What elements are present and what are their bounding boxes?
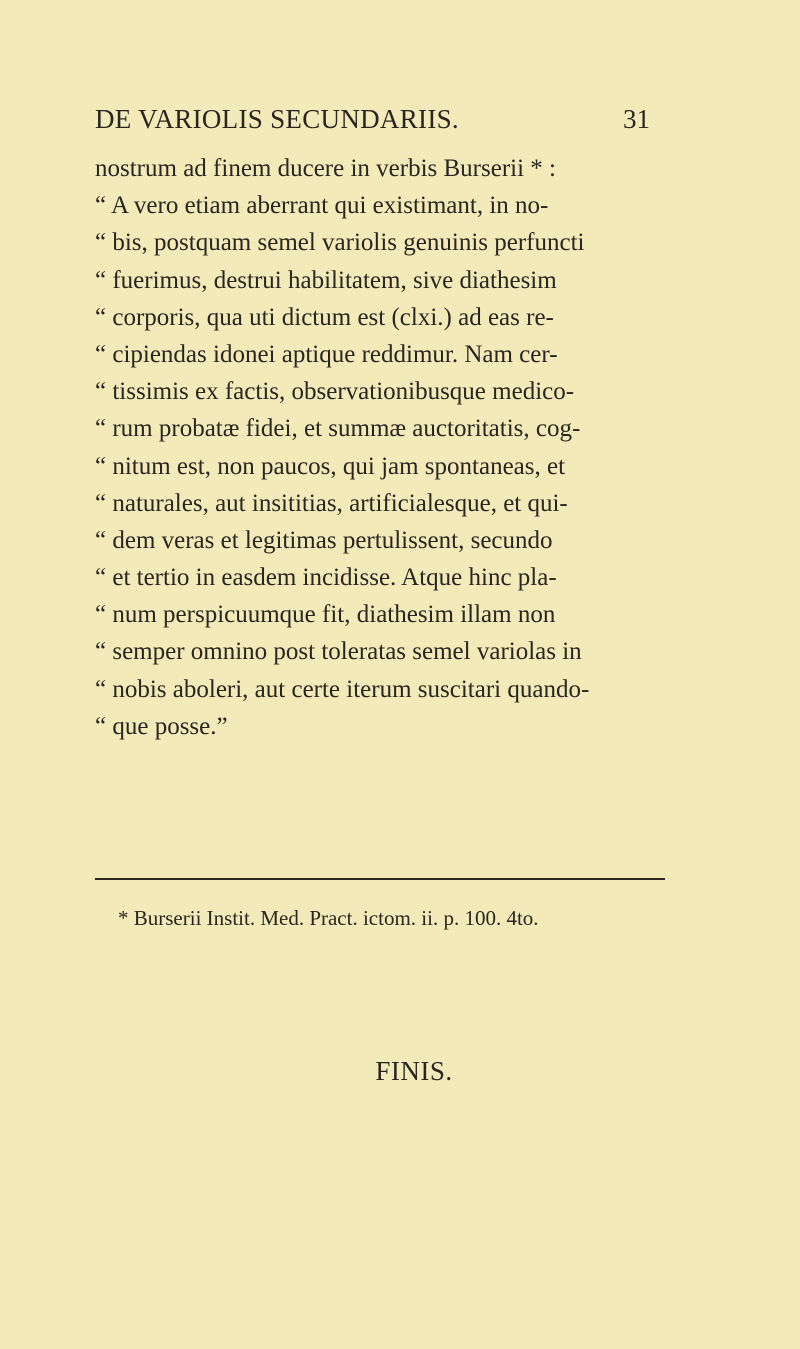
text-line: “ tissimis ex factis, observationibusque medico-	[95, 378, 575, 406]
body-text	[95, 150, 665, 745]
finis-heading: FINIS.	[375, 1056, 453, 1086]
text-line: “ naturales, aut insititias, artificialesque, et qui-	[95, 489, 568, 517]
running-head	[95, 104, 650, 144]
page-number: 31	[623, 104, 650, 134]
text-line: “ dem veras et legitimas pertulissent, secundo	[95, 526, 553, 554]
text-line: “ cipiendas idonei aptique reddimur. Nam cer-	[95, 340, 558, 368]
text-line: “ et tertio in easdem incidisse. Atque hinc pla-	[95, 564, 557, 592]
text-line: “ que posse.”	[95, 712, 228, 740]
text-line: “ bis, postquam semel variolis genuinis perfuncti	[95, 229, 585, 257]
footnote: * Burserii Instit. Med. Pract. ictom. ii. p. 100. 4to.	[118, 906, 539, 930]
footnote-divider	[95, 878, 665, 880]
text-line: “ nobis aboleri, aut certe iterum suscitari quando-	[95, 675, 590, 703]
text-line: “ rum probatæ fidei, et summæ auctoritatis, cog-	[95, 415, 581, 443]
text-line: “ A vero etiam aberrant qui existimant, in no-	[95, 192, 549, 220]
text-line: “ corporis, qua uti dictum est (clxi.) ad eas re-	[95, 303, 554, 331]
text-line: nostrum ad finem ducere in verbis Burserii * :	[95, 155, 556, 182]
running-title: DE VARIOLIS SECUNDARIIS.	[95, 104, 459, 134]
text-line: “ nitum est, non paucos, qui jam spontaneas, et	[95, 452, 566, 480]
text-line: “ fuerimus, destrui habilitatem, sive diathesim	[95, 266, 557, 294]
text-line: “ num perspicuumque fit, diathesim illam non	[95, 601, 556, 629]
text-line: “ semper omnino post toleratas semel variolas in	[95, 638, 582, 666]
